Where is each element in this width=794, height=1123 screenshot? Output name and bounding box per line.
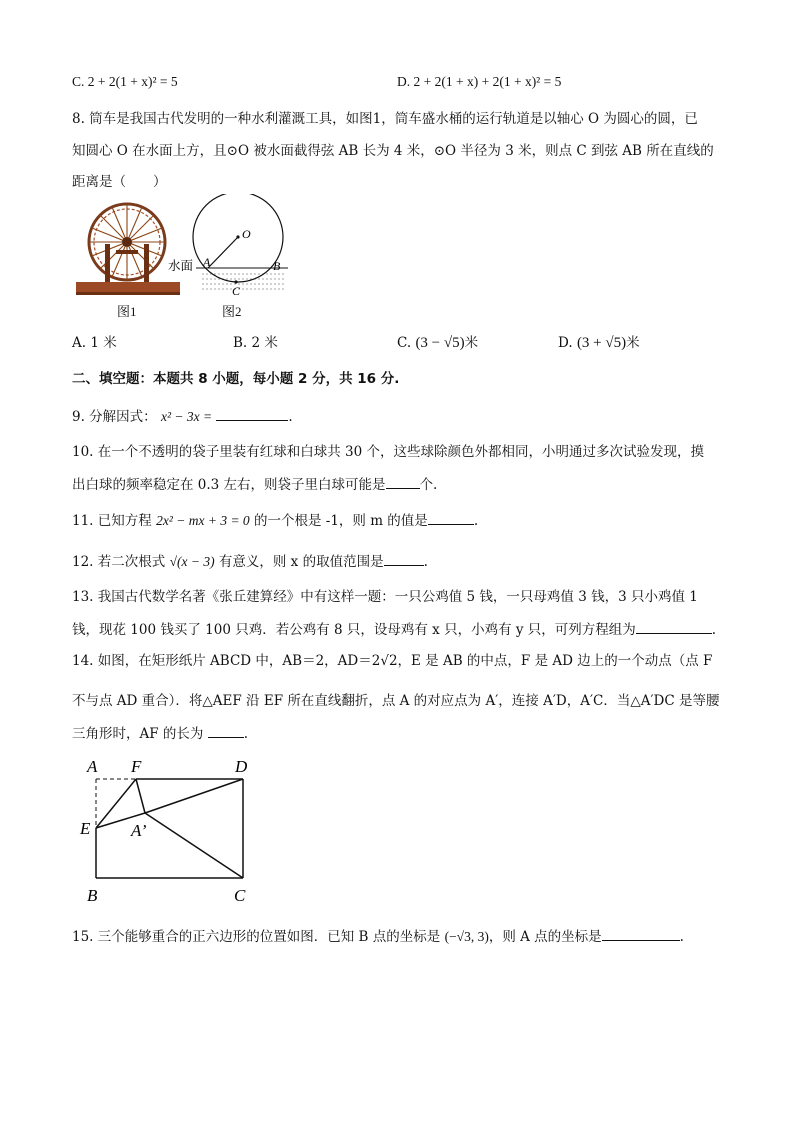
q13-text-line-2: [72, 619, 716, 640]
q15-b-coordinate: (−√3, 3): [444, 929, 489, 944]
q10-text-line-2: [72, 474, 437, 495]
q15-middle: ，则 A 点的坐标是: [488, 929, 602, 945]
fig2-caption: 图2: [222, 304, 242, 319]
q10-line-2-suffix: 个.: [419, 477, 438, 493]
q11-suffix: .: [473, 513, 479, 529]
q12-answer-blank[interactable]: [384, 551, 424, 566]
q14-line-3-prefix: 三角形时，AF 的长为: [72, 726, 204, 742]
q8-option-d-expr: (3 + √5): [576, 335, 627, 351]
q14-label-A: A: [87, 757, 98, 776]
q11-prefix: 11. 已知方程: [72, 513, 152, 529]
q7-option-d: D. 2 + 2(1 + x) + 2(1 + x)² = 5: [397, 74, 562, 89]
q15-answer-blank[interactable]: [602, 926, 680, 941]
q13-line-2-prefix: 钱，现花 100 钱买了 100 只鸡．若公鸡有 8 只，设母鸡有 x 只，小鸡有 y 只，可列方程组为: [72, 622, 636, 638]
q8-option-b: B. 2 米: [233, 335, 278, 351]
q12-radical: √(x − 3): [169, 554, 215, 569]
fig2-label-C: C: [232, 284, 241, 298]
rectangle-fold-figure: [76, 752, 266, 910]
q14-label-E: E: [80, 819, 91, 838]
q9-prefix: 9. 分解因式：: [72, 409, 157, 425]
q14-label-A-prime: A’: [131, 821, 147, 840]
q13-line-2-suffix: .: [711, 622, 717, 638]
q8-option-a: A. 1 米: [72, 335, 117, 351]
q8-option-c-expr: (3 − √5): [415, 335, 465, 351]
section-2-heading: 二、填空题：本题共 8 小题，每小题 2 分，共 16 分.: [72, 371, 400, 387]
q14-text-line-3: [72, 723, 248, 744]
q7-option-c: C. 2 + 2(1 + x)² = 5: [72, 74, 178, 89]
q11-equation: 2x² − mx + 3 = 0: [156, 513, 250, 528]
q15-prefix: 15. 三个能够重合的正六边形的位置如图．已知 B 点的坐标是: [72, 929, 441, 945]
q13-text-line-1: 13. 我国古代数学名著《张丘建算经》中有这样一题：一只公鸡值 5 钱，一只母鸡值 3 钱，3 只小鸡值 1: [72, 589, 698, 605]
q10-text-line-1: 10. 在一个不透明的袋子里装有红球和白球共 30 个，这些球除颜色外都相同，小明通过多次试验发现，摸: [72, 444, 705, 460]
q9-line: [72, 406, 293, 427]
q14-label-D: D: [235, 757, 248, 776]
circle-figure: [168, 194, 298, 302]
q8-text-line-2: 知圆心 O 在水面上方，且⊙O 被水面截得弦 AB 长为 4 米，⊙O 半径为 3 米，则点 C 到弦 AB 所在直线的: [72, 143, 714, 159]
q10-answer-blank[interactable]: [386, 474, 420, 489]
q12-line: [72, 551, 428, 572]
q15-suffix: .: [679, 929, 684, 945]
q8-option-d-unit: 米: [626, 335, 640, 351]
q13-answer-blank[interactable]: [636, 619, 712, 634]
q8-option-c: [397, 333, 478, 353]
q14-label-C: C: [234, 886, 246, 905]
q8-option-c-prefix: C.: [397, 335, 412, 351]
q8-text-line-1: 8. 筒车是我国古代发明的一种水利灌溉工具，如图1，筒车盛水桶的运行轨道是以轴心 O 为圆心的圆，已: [72, 111, 698, 127]
q15-line: [72, 926, 684, 947]
q11-middle: 的一个根是 -1，则 m 的值是: [253, 513, 428, 529]
q10-line-2-prefix: 出白球的频率稳定在 0.3 左右，则袋子里白球可能是: [72, 477, 386, 493]
fig2-label-B: B: [273, 259, 281, 273]
fig2-label-A: A: [203, 255, 211, 269]
q12-middle: 有意义，则 x 的取值范围是: [218, 554, 384, 570]
q12-prefix: 12. 若二次根式: [72, 554, 166, 570]
fig1-caption: 图1: [117, 304, 137, 319]
fig2-water-label: 水面: [168, 259, 194, 273]
q9-suffix: .: [288, 409, 293, 425]
q8-option-c-unit: 米: [464, 335, 479, 351]
q14-line-3-suffix: .: [243, 726, 249, 742]
fig2-label-O: O: [242, 227, 251, 241]
q8-text-line-3: 距离是（ ）: [72, 174, 167, 190]
q14-answer-blank[interactable]: [208, 723, 244, 738]
q14-label-B: B: [87, 886, 98, 905]
q14-text-line-2: 不与点 AD 重合）．将△AEF 沿 EF 所在直线翻折，点 A 的对应点为 A′，连接 A′D，A′C．当△A′DC 是等腰: [72, 693, 720, 709]
q12-suffix: .: [423, 554, 428, 570]
q11-answer-blank[interactable]: [428, 510, 474, 525]
q9-answer-blank[interactable]: [216, 406, 288, 421]
q11-line: [72, 510, 478, 531]
q8-option-d-prefix: D.: [558, 335, 573, 351]
q14-label-F: F: [131, 757, 142, 776]
q9-expression: x² − 3x =: [160, 409, 213, 424]
q14-text-line-1: 14. 如图，在矩形纸片 ABCD 中，AB＝2，AD＝2√2，E 是 AB 的中点，F 是 AD 边上的一个动点（点 F: [72, 653, 713, 669]
q8-option-d: [558, 333, 640, 353]
